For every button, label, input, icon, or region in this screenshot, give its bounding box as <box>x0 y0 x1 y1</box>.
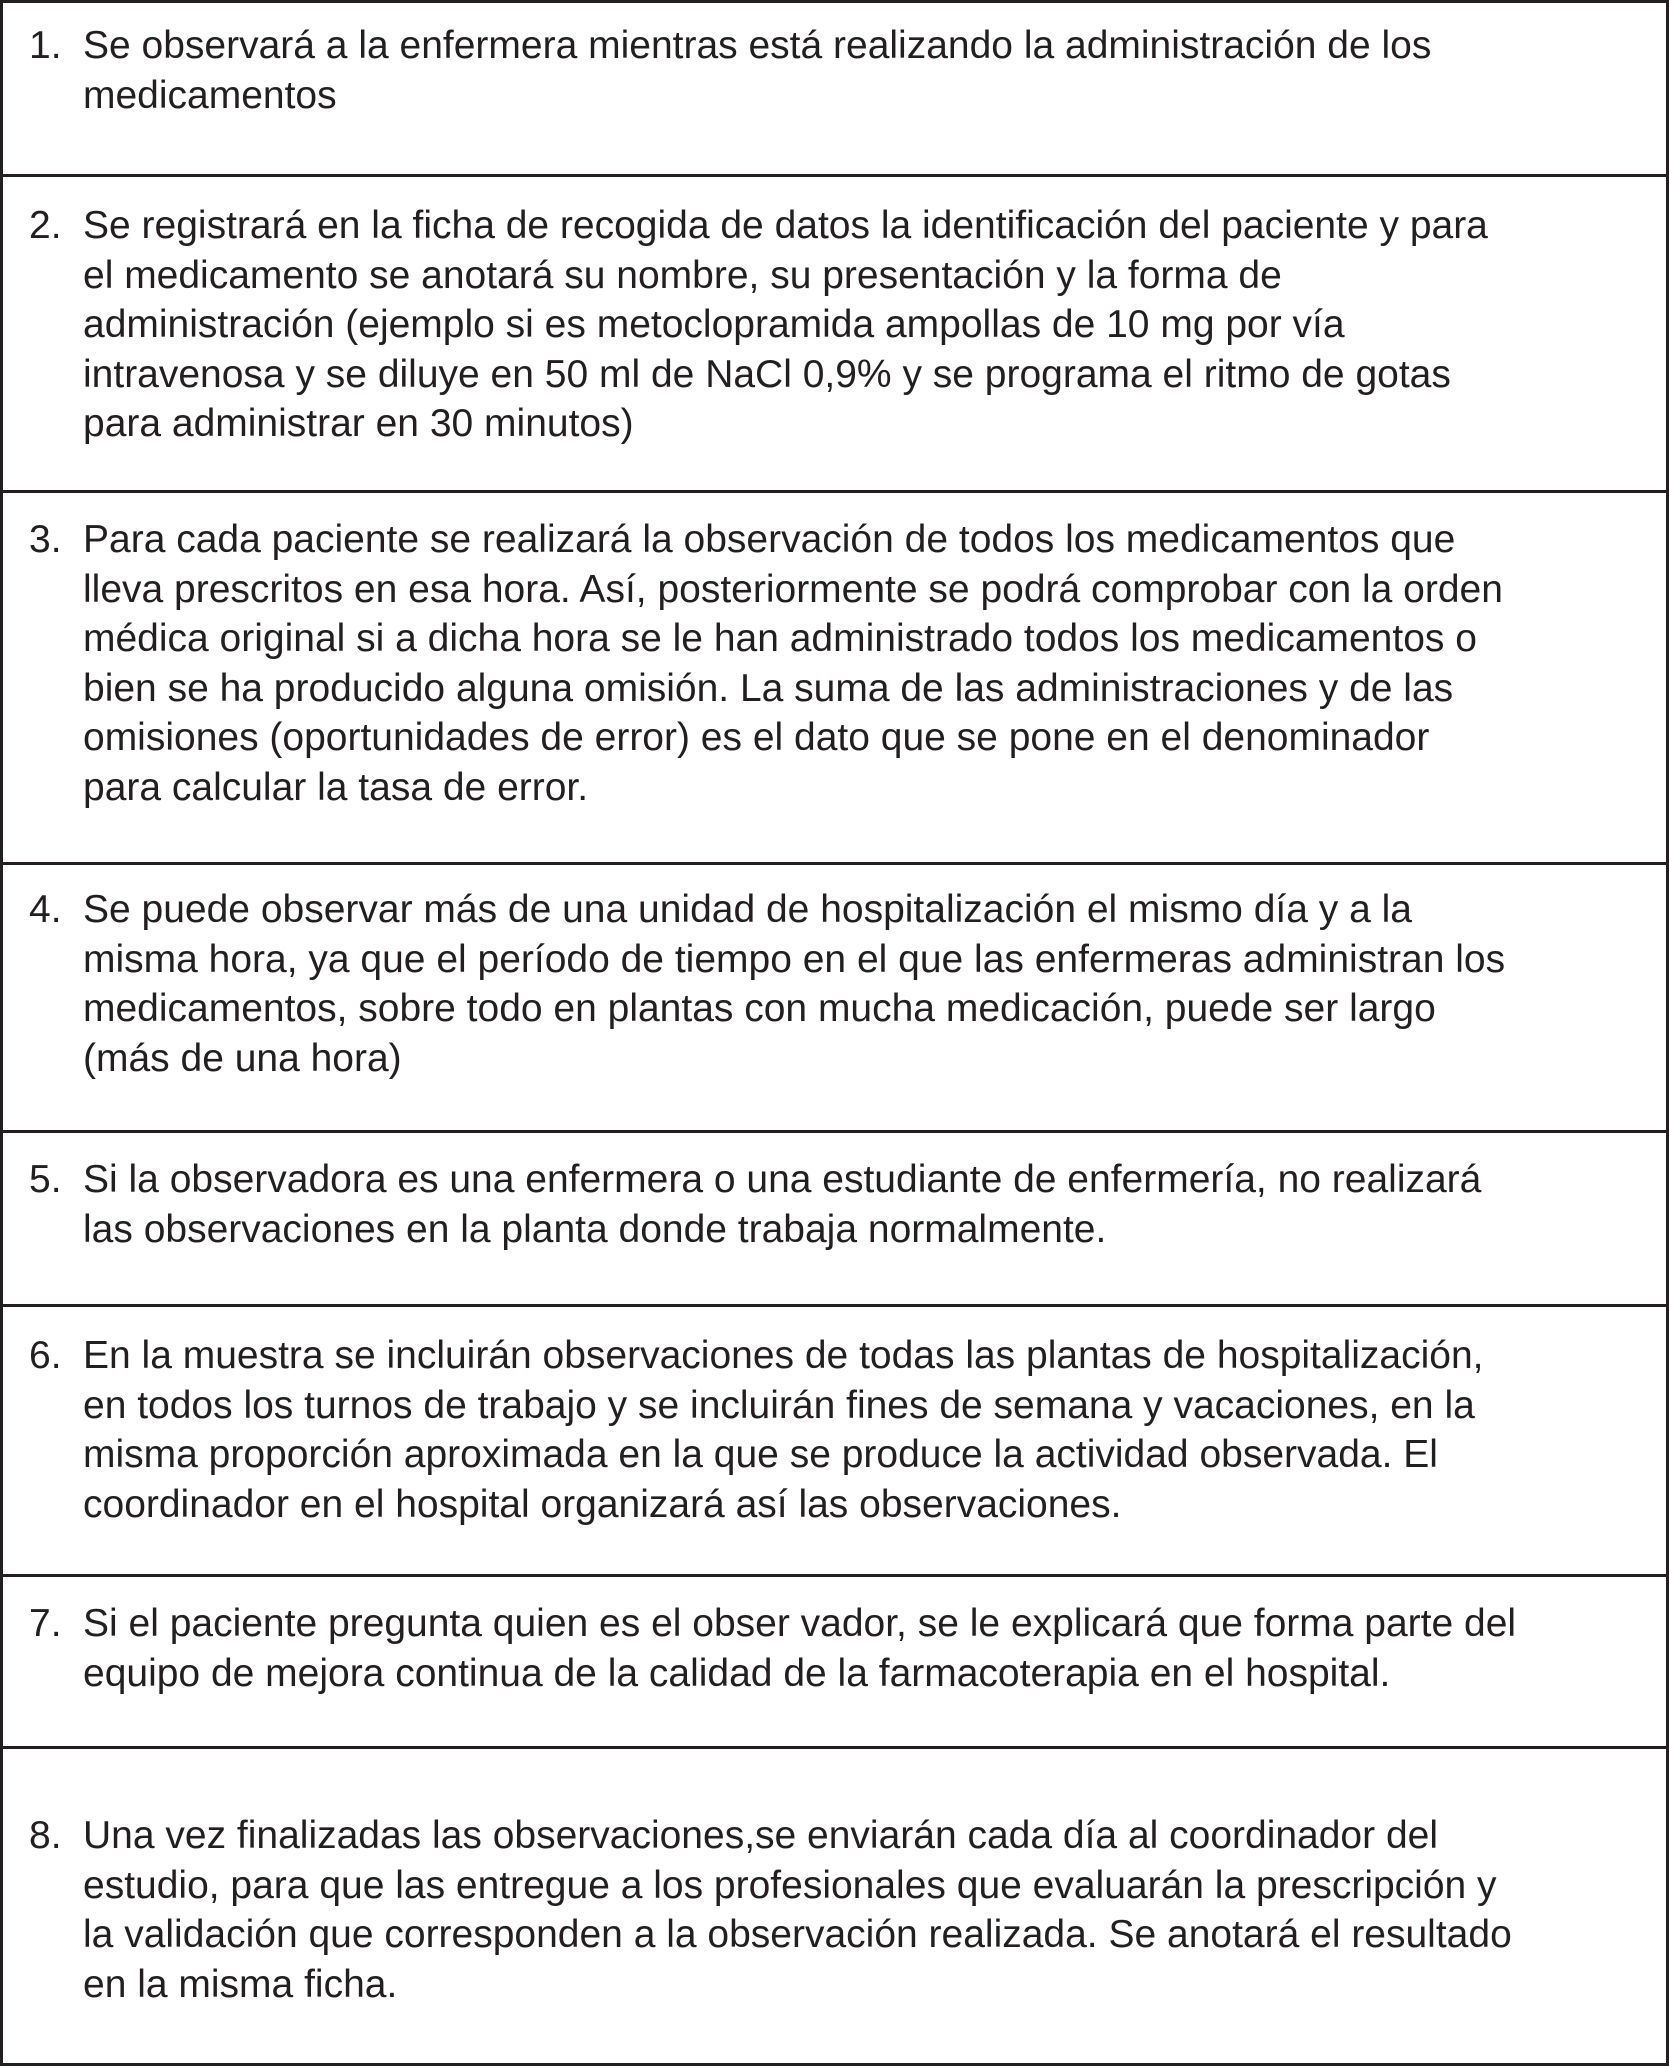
text-line: médica original si a dicha hora se le han administrado todos los medicamentos o <box>83 617 1477 660</box>
item-text <box>83 1331 1660 1529</box>
text-line: administración (ejemplo si es metoclopramida ampollas de 10 mg por vía <box>83 303 1345 346</box>
item-number: 5. <box>29 1158 62 1201</box>
text-line: En la muestra se incluirán observaciones de todas las plantas de hospitalización, <box>83 1334 1484 1377</box>
text-line: omisiones (oportunidades de error) es el dato que se pone en el denominador <box>83 716 1430 759</box>
item-number: 6. <box>29 1334 62 1377</box>
text-line: Para cada paciente se realizará la observación de todos los medicamentos que <box>83 518 1456 561</box>
text-line: Se observará a la enfermera mientras está realizando la administración de los <box>83 24 1432 67</box>
text-line: Se puede observar más de una unidad de hospitalización el mismo día y a la <box>83 888 1412 931</box>
text-line: en la misma ficha. <box>83 1962 398 2006</box>
table-row <box>3 3 1666 177</box>
item-text <box>83 515 1660 812</box>
text-line: estudio, para que las entregue a los profesionales que evaluarán la prescripción y <box>83 1863 1497 1907</box>
text-line: Si la observadora es una enfermera o una estudiante de enfermería, no realizará <box>83 1158 1482 1201</box>
item-text <box>83 21 1660 120</box>
text-line: (más de una hora) <box>83 1036 402 1080</box>
text-line: intravenosa y se diluye en 50 ml de NaCl 0,9% y se programa el ritmo de gotas <box>83 352 1451 396</box>
text-line: bien se ha producido alguna omisión. La suma de las administraciones y de las <box>83 666 1454 710</box>
text-line: equipo de mejora continua de la calidad de la farmacoterapia en el hospital. <box>83 1651 1391 1695</box>
text-line: el medicamento se anotará su nombre, su presentación y la forma de <box>83 253 1282 297</box>
text-line: las observaciones en la planta donde trabaja normalmente. <box>83 1207 1107 1251</box>
item-number: 1. <box>29 24 62 67</box>
item-number: 2. <box>29 204 62 247</box>
table-row <box>3 177 1666 493</box>
table-row <box>3 865 1666 1133</box>
text-line: misma hora, ya que el período de tiempo en el que las enfermeras administran los <box>83 937 1506 981</box>
item-text <box>83 1599 1660 1698</box>
item-text <box>83 1811 1660 2009</box>
text-line: Si el paciente pregunta quien es el obser vador, se le explicará que forma parte del <box>83 1602 1517 1645</box>
item-number: 8. <box>29 1814 62 1857</box>
text-line: misma proporción aproximada en la que se produce la actividad observada. El <box>83 1433 1438 1476</box>
item-text <box>83 1155 1660 1254</box>
table-row <box>3 1749 1666 2069</box>
item-text <box>83 201 1660 449</box>
text-line: en todos los turnos de trabajo y se incluirán fines de semana y vacaciones, en la <box>83 1383 1475 1427</box>
text-line: coordinador en el hospital organizará así las observaciones. <box>83 1482 1122 1526</box>
item-number: 4. <box>29 888 62 931</box>
text-line: para calcular la tasa de error. <box>83 765 589 809</box>
text-line: Una vez finalizadas las observaciones,se enviarán cada día al coordinador del <box>83 1814 1438 1857</box>
table-row <box>3 1307 1666 1577</box>
table-row <box>3 1133 1666 1307</box>
text-line: medicamentos <box>83 73 337 117</box>
table-row <box>3 493 1666 865</box>
item-number: 3. <box>29 518 62 561</box>
text-line: Se registrará en la ficha de recogida de datos la identificación del paciente y para <box>83 204 1488 247</box>
text-line: la validación que corresponden a la observación realizada. Se anotará el resultado <box>83 1913 1512 1956</box>
text-line: para administrar en 30 minutos) <box>83 402 634 445</box>
item-number: 7. <box>29 1602 62 1645</box>
text-line: lleva prescritos en esa hora. Así, posteriormente se podrá comprobar con la orden <box>83 567 1503 611</box>
item-text <box>83 885 1660 1083</box>
text-line: medicamentos, sobre todo en plantas con mucha medicación, puede ser largo <box>83 987 1436 1030</box>
table-row <box>3 1577 1666 1749</box>
